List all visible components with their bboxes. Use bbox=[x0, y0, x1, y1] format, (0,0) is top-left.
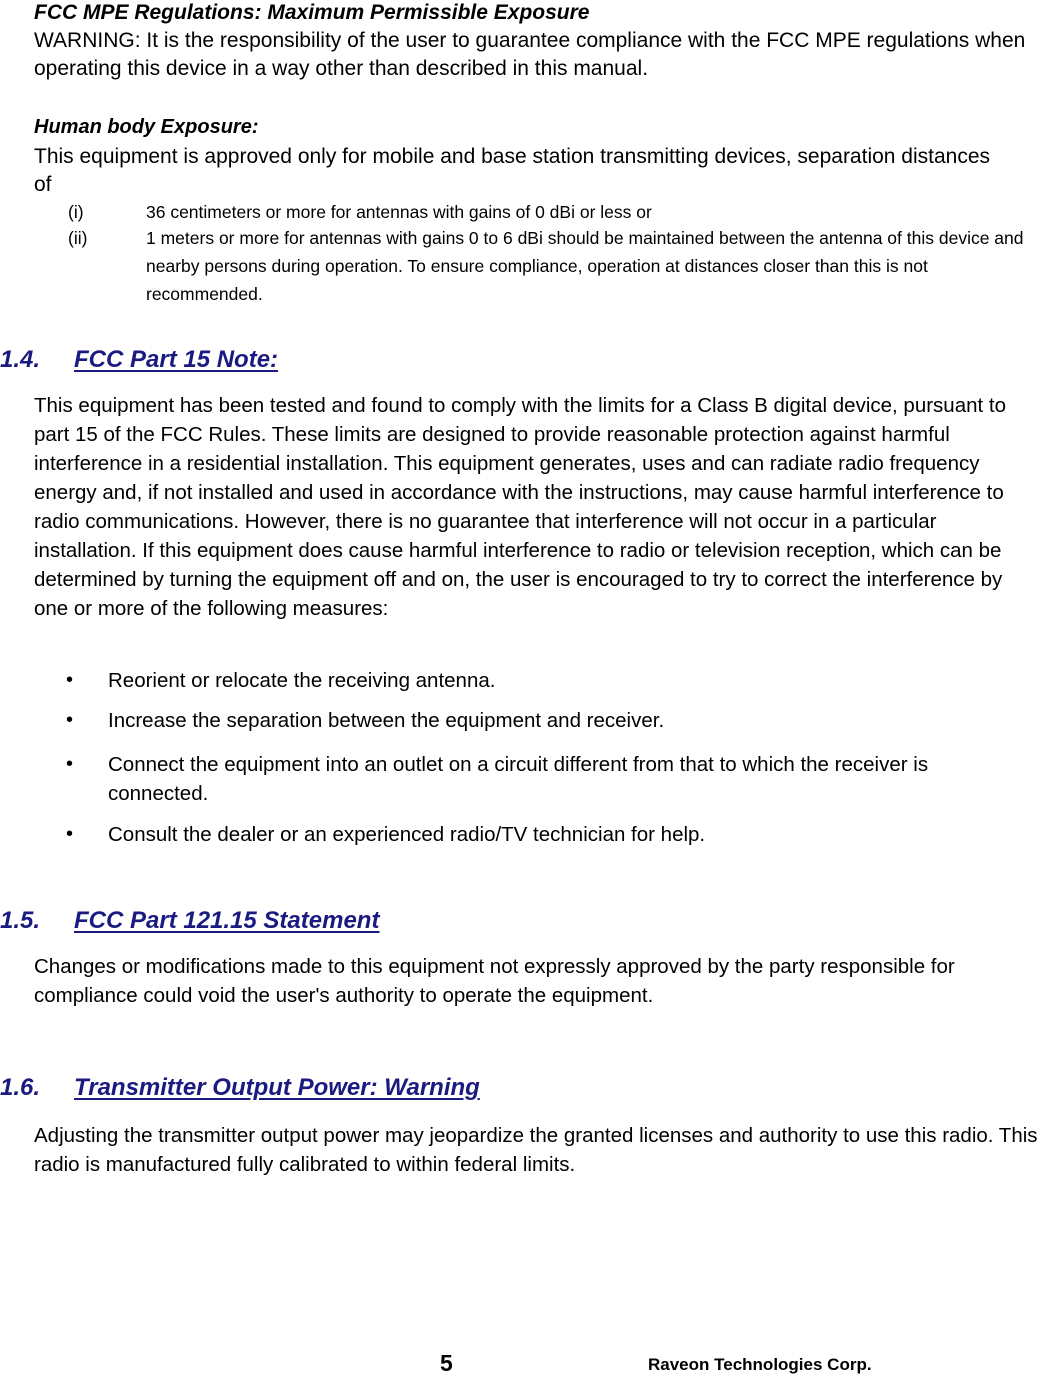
page-number: 5 bbox=[440, 1350, 453, 1376]
section-1-4-body: This equipment has been tested and found to comply with the limits for a Class B digital device, pursuant to part 15 of the FCC Rules. These limits are designed to provide reasonable protection against harmful interference in a residential installation. This equipment generates, uses and can radiate radio frequency energy and, if not installed and used in accordance with the instructions, may cause harmful interference to radio communications. However, there is no guarantee that interference will not occur in a particular installation. If this equipment does cause harmful interference to radio or television reception, which can be determined by turning the equipment off and on, the user is encouraged to try to correct the interference by one or more of the following measures: bbox=[34, 394, 1006, 620]
company-name: Raveon Technologies Corp. bbox=[648, 1355, 872, 1374]
distance-item-text: 36 centimeters or more for antennas with gains of 0 dBi or less or bbox=[146, 202, 652, 222]
mpe-title: FCC MPE Regulations: Maximum Permissible Exposure bbox=[34, 1, 590, 24]
section-number: 1.6. bbox=[0, 1074, 41, 1101]
section-1-6-body: Adjusting the transmitter output power may jeopardize the granted licenses and authority to use this radio. This radio is manufactured fully calibrated to within federal limits. bbox=[34, 1124, 1038, 1176]
distance-item-num: (ii) bbox=[68, 228, 88, 248]
bullet-text: Connect the equipment into an outlet on a circuit different from that to which the receiver is connected. bbox=[108, 753, 929, 805]
human-exposure-text: This equipment is approved only for mobile and base station transmitting devices, separation distances of bbox=[34, 145, 991, 196]
section-title: FCC Part 121.15 Statement bbox=[74, 907, 380, 934]
bullet-text: Reorient or relocate the receiving antenna. bbox=[108, 669, 496, 692]
section-1-5-body: Changes or modifications made to this equipment not expressly approved by the party responsible for compliance could void the user's authority to operate the equipment. bbox=[34, 955, 955, 1007]
section-number: 1.4. bbox=[0, 346, 41, 373]
bullet-text: Increase the separation between the equipment and receiver. bbox=[108, 709, 665, 732]
bullet-icon: • bbox=[66, 709, 74, 731]
section-number: 1.5. bbox=[0, 907, 41, 934]
section-title: FCC Part 15 Note: bbox=[74, 346, 279, 373]
distance-item-text: 1 meters or more for antennas with gains 0 to 6 dBi should be maintained between the antenna of this device and nearby persons during operation. To ensure compliance, operation at distances closer than this is not recommended. bbox=[146, 228, 1024, 304]
bullet-text: Consult the dealer or an experienced radio/TV technician for help. bbox=[108, 823, 706, 846]
mpe-warning: WARNING: It is the responsibility of the user to guarantee compliance with the FCC MPE regulations when operating this device in a way other than described in this manual. bbox=[34, 29, 1026, 80]
human-exposure-title: Human body Exposure: bbox=[34, 116, 259, 138]
distance-item-num: (i) bbox=[68, 202, 84, 222]
section-title: Transmitter Output Power: Warning bbox=[74, 1074, 480, 1101]
bullet-icon: • bbox=[66, 753, 74, 775]
bullet-icon: • bbox=[66, 669, 74, 691]
bullet-icon: • bbox=[66, 823, 74, 845]
